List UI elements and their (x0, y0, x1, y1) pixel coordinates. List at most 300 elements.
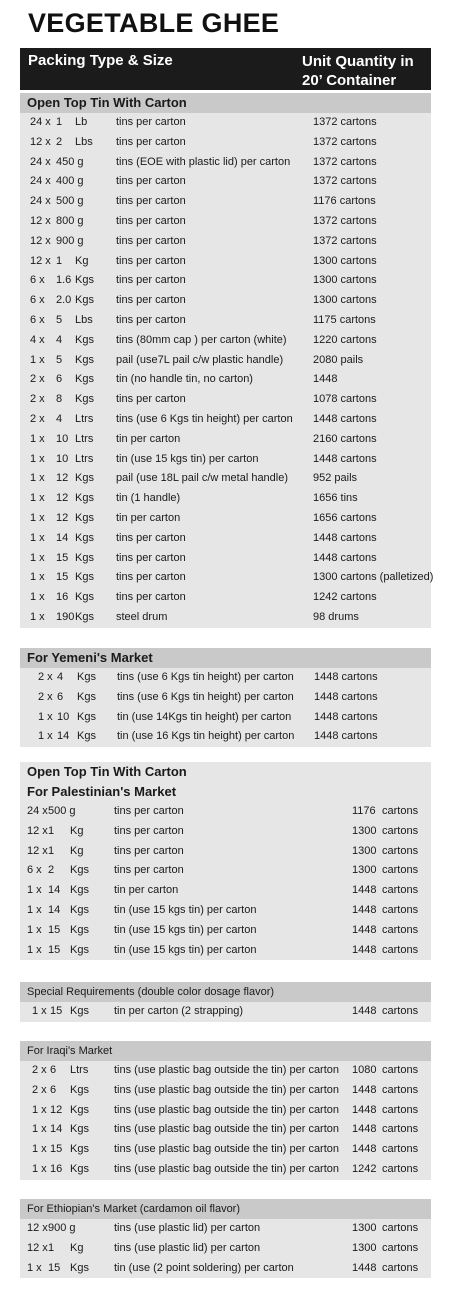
section-4 (20, 1041, 431, 1180)
cell-count: 24 x (30, 175, 51, 188)
cell-unit: Ltrs (75, 412, 94, 425)
cell-unit: Kg (70, 844, 84, 857)
cell-quantity: 952 pails (313, 472, 358, 485)
cell-description: tin per carton (116, 432, 181, 445)
cell-count: 1 x (30, 353, 45, 366)
table-row (20, 1219, 431, 1239)
cell-quantity-unit: cartons (382, 884, 419, 897)
table-row (20, 822, 431, 842)
cell-count: 24 x (30, 195, 51, 208)
table-row (20, 1002, 431, 1022)
cell-unit: Kgs (70, 923, 89, 936)
cell-count: 1 x (27, 884, 42, 897)
table-row (20, 861, 431, 881)
cell-description: tins (use 6 Kgs tin height) per carton (117, 671, 294, 683)
cell-size: 2 (56, 135, 63, 148)
table-row (20, 153, 431, 173)
cell-quantity: 1448 (352, 884, 377, 897)
cell-unit: Lb (75, 116, 88, 128)
cell-quantity: 1372 cartons (313, 135, 377, 148)
table-row (20, 588, 431, 608)
cell-quantity: 1300 (352, 1241, 377, 1254)
cell-description: tins (use 6 Kgs tin height) per carton (116, 412, 293, 425)
table-row (20, 1081, 431, 1101)
cell-size: 12 (56, 472, 69, 485)
cell-description: tins per carton (116, 313, 186, 326)
table-row (20, 172, 431, 192)
table-row (20, 901, 431, 921)
table-row (20, 549, 431, 569)
cell-size: 14 (50, 1123, 63, 1136)
cell-unit: Kgs (77, 690, 96, 703)
cell-description: tins per carton (114, 805, 184, 817)
cell-quantity: 1300 (352, 1222, 377, 1234)
table-row (20, 212, 431, 232)
table-row (20, 1259, 431, 1279)
cell-count: 24 x (30, 116, 51, 128)
cell-size: 4 (56, 333, 63, 346)
cell-unit: Kgs (70, 864, 89, 877)
cell-quantity: 1372 cartons (313, 234, 377, 247)
table-row (20, 430, 431, 450)
cell-count: 1 x (32, 1103, 47, 1116)
cell-description: tins per carton (116, 551, 186, 564)
cell-description: tins per carton (116, 214, 186, 227)
cell-quantity: 1242 (352, 1162, 377, 1175)
cell-unit: Kgs (70, 1083, 89, 1096)
cell-description: tins per carton (116, 135, 186, 148)
cell-count: 1 x (30, 551, 45, 564)
cell-description: tin (use (2 point soldering) per carton (114, 1261, 294, 1274)
header-unit-quantity-line1: Unit Quantity in (302, 53, 414, 70)
cell-description: tins per carton (116, 571, 186, 584)
table-row (20, 1120, 431, 1140)
cell-count: 1 x (27, 923, 42, 936)
cell-quantity: 1448 (352, 903, 377, 916)
cell-quantity: 1176 cartons (313, 195, 376, 208)
cell-unit: Ltrs (75, 432, 94, 445)
table-row (20, 708, 431, 728)
cell-count: 1 x (32, 1123, 47, 1136)
cell-description: tins per carton (116, 591, 186, 604)
table-row (20, 668, 431, 688)
cell-description: tin (use 15 kgs tin) per carton (116, 452, 259, 465)
cell-quantity-unit: cartons (382, 1103, 419, 1116)
cell-quantity: 98 drums (313, 610, 359, 623)
cell-count: 1 x (32, 1162, 47, 1175)
cell-unit: Kgs (75, 294, 94, 307)
table-row (20, 921, 431, 941)
cell-size: 400 g (56, 175, 84, 188)
cell-quantity-unit: cartons (382, 1064, 419, 1076)
cell-unit: Kg (70, 1241, 84, 1254)
cell-count: 1 x (32, 1005, 47, 1017)
cell-unit: Kgs (70, 884, 89, 897)
cell-unit: Kgs (77, 671, 96, 683)
cell-quantity: 1448 (313, 373, 338, 386)
cell-quantity-unit: cartons (382, 1162, 419, 1175)
cell-count: 1 x (30, 591, 45, 604)
cell-count: 2 x (38, 690, 53, 703)
table-row (20, 509, 431, 529)
cell-count: 24 x (30, 155, 51, 168)
cell-count: 2 x (32, 1083, 47, 1096)
cell-quantity-unit: cartons (382, 824, 419, 837)
cell-size: 1 (48, 824, 55, 837)
cell-count: 1 x (30, 452, 45, 465)
cell-size: 800 g (56, 214, 84, 227)
cell-quantity-unit: cartons (382, 844, 419, 857)
section-heading: For Ethiopian's Market (cardamon oil flavor) (20, 1199, 431, 1219)
cell-count: 12 x (27, 844, 48, 857)
section-1 (20, 648, 431, 747)
table-row (20, 1239, 431, 1259)
section-0 (20, 93, 434, 628)
cell-unit: Kgs (75, 511, 94, 524)
table-row (20, 608, 431, 628)
cell-quantity: 1656 cartons (313, 511, 377, 524)
cell-unit: Kgs (75, 353, 94, 366)
table-row (20, 291, 431, 311)
cell-size: 12 (50, 1103, 63, 1116)
cell-quantity-unit: cartons (382, 864, 419, 877)
cell-size: 6 (56, 373, 63, 386)
cell-unit: Kgs (75, 393, 94, 406)
cell-quantity-unit: cartons (382, 903, 419, 916)
cell-unit: Kgs (70, 943, 89, 956)
cell-quantity-unit: cartons (382, 923, 419, 936)
cell-quantity: 1372 cartons (313, 155, 377, 168)
table-header (20, 48, 431, 90)
section-heading: Special Requirements (double color dosage flavor) (20, 982, 431, 1002)
cell-unit: Kg (70, 824, 84, 837)
cell-quantity: 1372 cartons (313, 116, 377, 128)
cell-quantity: 1448 (352, 1083, 377, 1096)
cell-quantity: 1448 (352, 1123, 377, 1136)
section-heading: Open Top Tin With Carton (20, 762, 431, 782)
cell-unit: Kgs (75, 610, 94, 623)
cell-unit: Kgs (75, 492, 94, 505)
cell-size: 15 (48, 1261, 61, 1274)
section-2 (20, 762, 431, 960)
cell-unit: Kgs (75, 571, 94, 584)
section-heading: For Iraqi's Market (20, 1041, 431, 1061)
cell-count: 12 x (30, 135, 51, 148)
section-5 (20, 1199, 431, 1278)
cell-count: 6 x (30, 274, 45, 287)
cell-description: tin per carton (2 strapping) (114, 1005, 244, 1017)
cell-count: 1 x (38, 710, 53, 723)
cell-quantity-unit: cartons (382, 1143, 419, 1156)
cell-description: pail (use 18L pail c/w metal handle) (116, 472, 289, 485)
cell-size: 900 g (48, 1222, 76, 1234)
cell-description: tins (use plastic bag outside the tin) per carton (114, 1083, 340, 1096)
cell-unit: Kgs (77, 730, 96, 743)
cell-description: tins per carton (116, 274, 186, 287)
cell-description: tins (EOE with plastic lid) per carton (116, 155, 291, 168)
cell-quantity: 1300 (352, 864, 377, 877)
cell-size: 15 (48, 923, 61, 936)
table-row (20, 529, 431, 549)
cell-size: 8 (56, 393, 63, 406)
cell-size: 450 g (56, 155, 84, 168)
table-row (20, 113, 431, 133)
cell-size: 1 (56, 254, 63, 267)
cell-count: 1 x (30, 610, 45, 623)
cell-count: 2 x (30, 412, 45, 425)
cell-description: tins per carton (116, 531, 186, 544)
cell-size: 4 (57, 671, 64, 683)
cell-description: tins per carton (116, 234, 186, 247)
table-row (20, 688, 431, 708)
cell-quantity-unit: cartons (382, 1083, 419, 1096)
cell-description: tin per carton (114, 884, 179, 897)
cell-count: 2 x (30, 373, 45, 386)
cell-quantity-unit: cartons (382, 1241, 419, 1254)
table-row (20, 1061, 431, 1081)
cell-quantity-unit: cartons (382, 1222, 419, 1234)
cell-description: tin (no handle tin, no carton) (116, 373, 253, 386)
cell-count: 4 x (30, 333, 45, 346)
cell-count: 2 x (38, 671, 53, 683)
cell-description: tins per carton (114, 844, 184, 857)
table-row (20, 370, 431, 390)
cell-size: 15 (56, 571, 69, 584)
cell-quantity: 1448 cartons (313, 531, 377, 544)
header-unit-quantity-line2: 20’ Container (302, 72, 397, 89)
cell-unit: Kgs (70, 1143, 89, 1156)
cell-unit: Kgs (70, 1103, 89, 1116)
table-row (20, 192, 431, 212)
cell-description: pail (use7L pail c/w plastic handle) (116, 353, 284, 366)
cell-count: 6 x (30, 294, 45, 307)
cell-count: 1 x (38, 730, 53, 743)
cell-size: 5 (56, 353, 63, 366)
cell-quantity: 1448 cartons (314, 710, 378, 723)
cell-unit: Kgs (70, 1162, 89, 1175)
header-packing-type: Packing Type & Size (28, 52, 173, 69)
cell-count: 12 x (30, 214, 51, 227)
cell-count: 1 x (30, 571, 45, 584)
cell-quantity-unit: cartons (382, 943, 419, 956)
cell-size: 15 (48, 943, 61, 956)
cell-quantity-unit: cartons (382, 805, 419, 817)
cell-quantity: 1300 cartons (palletized) (313, 571, 434, 584)
table-row (20, 489, 431, 509)
table-row (20, 390, 431, 410)
cell-unit: Kgs (75, 373, 94, 386)
table-row (20, 1140, 431, 1160)
table-row (20, 469, 431, 489)
cell-description: tin (use 16 Kgs tin height) per carton (117, 730, 295, 743)
cell-description: tins (use plastic lid) per carton (114, 1222, 261, 1234)
cell-size: 190 (56, 610, 75, 623)
cell-size: 5 (56, 313, 63, 326)
cell-quantity: 1300 (352, 844, 377, 857)
table-row (20, 1160, 431, 1180)
cell-size: 15 (50, 1143, 63, 1156)
cell-size: 10 (56, 452, 69, 465)
cell-unit: Ltrs (70, 1064, 89, 1076)
page-title: VEGETABLE GHEE (28, 8, 280, 38)
cell-size: 1 (56, 116, 63, 128)
cell-description: tin (use 15 kgs tin) per carton (114, 923, 257, 936)
table-row (20, 331, 431, 351)
cell-quantity: 1220 cartons (313, 333, 377, 346)
cell-size: 16 (56, 591, 69, 604)
cell-count: 1 x (27, 903, 42, 916)
cell-count: 1 x (30, 432, 45, 445)
cell-description: tin (use 15 kgs tin) per carton (114, 903, 257, 916)
cell-unit: Kgs (70, 903, 89, 916)
cell-size: 500 g (48, 805, 76, 817)
cell-size: 6 (50, 1064, 57, 1076)
cell-size: 15 (50, 1005, 63, 1017)
cell-quantity: 1448 cartons (314, 671, 378, 683)
table-row (20, 271, 431, 291)
cell-description: tins per carton (116, 393, 186, 406)
cell-description: tins per carton (114, 864, 184, 877)
cell-size: 14 (57, 730, 70, 743)
cell-quantity: 1080 (352, 1064, 377, 1076)
cell-size: 14 (48, 903, 61, 916)
cell-description: tins (use plastic bag outside the tin) per carton (114, 1103, 340, 1116)
cell-quantity: 1448 (352, 1005, 377, 1017)
cell-count: 6 x (27, 864, 42, 877)
cell-size: 2 (48, 864, 55, 877)
cell-description: tins per carton (116, 294, 186, 307)
table-row (20, 941, 431, 961)
table-row (20, 252, 431, 272)
cell-quantity: 1448 (352, 1261, 377, 1274)
cell-quantity: 1448 cartons (313, 551, 377, 564)
cell-description: tin (use 14Kgs tin height) per carton (117, 710, 292, 723)
cell-quantity: 1176 (352, 805, 376, 817)
cell-count: 12 x (27, 1241, 48, 1254)
cell-unit: Ltrs (75, 452, 94, 465)
cell-count: 2 x (30, 393, 45, 406)
cell-size: 1.6 (56, 274, 72, 287)
cell-size: 900 g (56, 234, 84, 247)
cell-quantity: 1372 cartons (313, 175, 377, 188)
cell-description: tins (use plastic bag outside the tin) per carton (114, 1123, 340, 1136)
cell-count: 1 x (32, 1143, 47, 1156)
cell-unit: Kgs (70, 1261, 89, 1274)
cell-quantity: 1078 cartons (313, 393, 377, 406)
cell-quantity: 1448 (352, 943, 377, 956)
cell-unit: Kgs (70, 1123, 89, 1136)
cell-description: tins (use plastic bag outside the tin) per carton (114, 1143, 340, 1156)
cell-unit: Kgs (75, 472, 94, 485)
cell-unit: Kgs (75, 333, 94, 346)
table-row (20, 133, 431, 153)
section-heading: For Yemeni's Market (20, 648, 431, 668)
cell-unit: Lbs (75, 135, 93, 148)
cell-quantity: 1448 cartons (314, 690, 378, 703)
cell-unit: Kgs (75, 551, 94, 564)
cell-quantity: 1448 (352, 1143, 377, 1156)
cell-description: tins per carton (116, 116, 186, 128)
cell-quantity-unit: cartons (382, 1005, 419, 1017)
cell-count: 1 x (27, 943, 42, 956)
cell-unit: Kgs (75, 531, 94, 544)
cell-unit: Kg (75, 254, 89, 267)
table-row (20, 450, 431, 470)
section-3 (20, 982, 431, 1022)
cell-size: 4 (56, 412, 63, 425)
table-row (20, 842, 431, 862)
cell-description: tins per carton (116, 195, 186, 208)
cell-quantity-unit: cartons (382, 1261, 419, 1274)
header-unit-quantity (302, 52, 432, 90)
cell-unit: Kgs (70, 1005, 89, 1017)
cell-count: 12 x (30, 234, 51, 247)
cell-quantity: 1448 (352, 923, 377, 936)
cell-count: 6 x (30, 313, 45, 326)
cell-unit: Kgs (75, 274, 94, 287)
cell-size: 1 (48, 1241, 55, 1254)
cell-quantity: 1448 (352, 1103, 377, 1116)
table-row (20, 568, 434, 588)
cell-size: 1 (48, 844, 55, 857)
cell-size: 14 (48, 884, 61, 897)
table-row (20, 351, 431, 371)
cell-quantity: 1448 cartons (313, 452, 377, 465)
cell-description: tin per carton (116, 511, 181, 524)
cell-description: tin (1 handle) (116, 492, 181, 505)
cell-count: 1 x (27, 1261, 42, 1274)
cell-description: tins (use plastic bag outside the tin) per carton (114, 1162, 340, 1175)
cell-size: 10 (56, 432, 69, 445)
cell-quantity: 1372 cartons (313, 214, 377, 227)
cell-quantity: 1242 cartons (313, 591, 377, 604)
cell-quantity-unit: cartons (382, 1123, 419, 1136)
table-row (20, 802, 431, 822)
cell-quantity: 1300 cartons (313, 274, 377, 287)
cell-description: tins per carton (116, 254, 186, 267)
cell-quantity: 1656 tins (313, 492, 358, 505)
table-row (20, 881, 431, 901)
cell-count: 24 x (27, 805, 48, 817)
cell-size: 2.0 (56, 294, 72, 307)
cell-quantity: 1300 (352, 824, 377, 837)
cell-count: 12 x (30, 254, 51, 267)
section-heading: For Palestinian's Market (20, 782, 431, 802)
cell-count: 1 x (30, 511, 45, 524)
table-row (20, 232, 431, 252)
cell-unit: Kgs (75, 591, 94, 604)
cell-count: 12 x (27, 824, 48, 837)
cell-count: 2 x (32, 1064, 47, 1076)
table-row (20, 1101, 431, 1121)
cell-unit: Kgs (77, 710, 96, 723)
cell-unit: Lbs (75, 313, 93, 326)
cell-size: 15 (56, 551, 69, 564)
cell-quantity: 1175 cartons (313, 313, 376, 326)
cell-description: steel drum (116, 610, 168, 623)
section-heading: Open Top Tin With Carton (20, 93, 431, 113)
cell-description: tins (use 6 Kgs tin height) per carton (117, 690, 294, 703)
cell-size: 12 (56, 492, 69, 505)
cell-description: tin (use 15 kgs tin) per carton (114, 943, 257, 956)
cell-size: 12 (56, 511, 69, 524)
table-row (20, 410, 431, 430)
cell-description: tins (use plastic lid) per carton (114, 1241, 261, 1254)
cell-size: 6 (50, 1083, 57, 1096)
cell-size: 14 (56, 531, 69, 544)
cell-count: 1 x (30, 472, 45, 485)
cell-quantity: 1300 cartons (313, 294, 377, 307)
